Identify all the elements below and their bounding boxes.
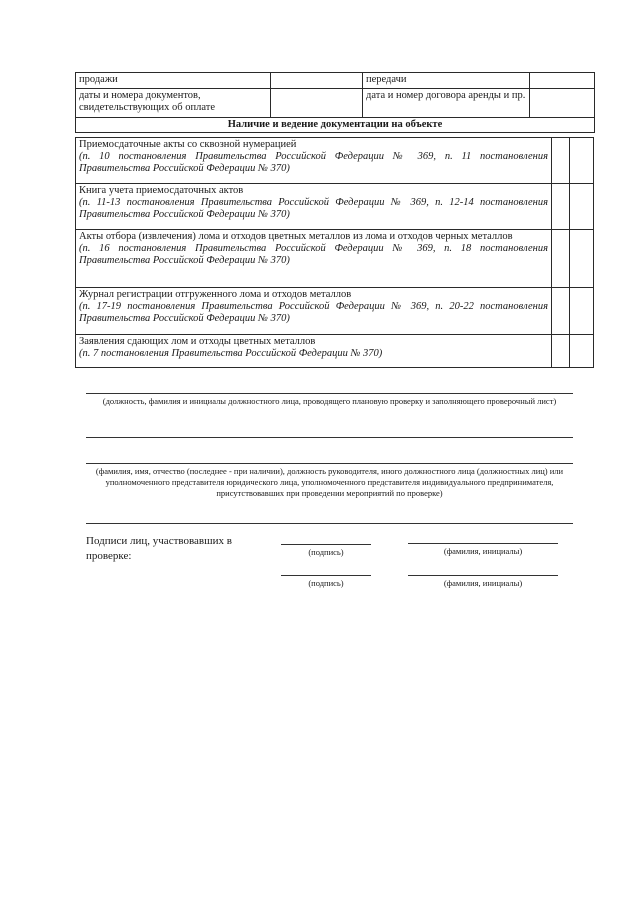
- requirement-title: Акты отбора (извлечения) лома и отходов цветных металлов из лома и отходов черных металлов: [79, 231, 513, 242]
- lease-contract-value-cell[interactable]: [530, 89, 595, 118]
- representative-caption: (фамилия, имя, отчество (последнее - при наличии), должность руководителя, иного должностного лица (должностных лиц) или уполномоченного представителя юридического лица, уполномоченного представителя индивидуального предпринимателя, присутствовавших при проведении мероприятий по проверке): [95, 466, 564, 498]
- requirement-title: Журнал регистрации отгруженного лома и отходов металлов: [79, 289, 352, 300]
- section-header: Наличие и ведение документации на объекте: [76, 118, 595, 133]
- sale-label: продажи: [76, 73, 271, 89]
- answer-cell-no[interactable]: [570, 230, 594, 288]
- table-row: [76, 89, 595, 118]
- table-row: [76, 335, 594, 368]
- answer-cell-yes[interactable]: [552, 230, 570, 288]
- answer-cell-yes[interactable]: [552, 138, 570, 184]
- inspector-line[interactable]: [86, 393, 573, 394]
- answer-cell-yes[interactable]: [552, 288, 570, 335]
- name-caption: (фамилия, инициалы): [443, 546, 523, 556]
- answer-cell-no[interactable]: [570, 184, 594, 230]
- blank-line[interactable]: [86, 523, 573, 524]
- signature-caption: (подпись): [308, 578, 344, 588]
- table-row: [76, 138, 594, 184]
- requirement-title: Заявления сдающих лом и отходы цветных металлов: [79, 336, 316, 347]
- transfer-label: передачи: [363, 73, 530, 89]
- object-info-table: [75, 72, 595, 133]
- payment-docs-label: даты и номера документов, свидетельствующих об оплате: [76, 89, 271, 118]
- requirement-title: Приемосдаточные акты со сквозной нумерацией: [79, 139, 297, 150]
- signature-line[interactable]: [281, 544, 371, 545]
- answer-cell-no[interactable]: [570, 288, 594, 335]
- signature-caption: (подпись): [308, 547, 344, 557]
- table-row: [76, 230, 594, 288]
- requirement-reference: (п. 7 постановления Правительства Российской Федерации № 370): [79, 348, 383, 359]
- transfer-value-cell[interactable]: [530, 73, 595, 89]
- name-line[interactable]: [408, 543, 558, 544]
- requirement-reference: (п. 10 постановления Правительства Российской Федерации № 369, п. 11 постановления Правительства Российской Федерации № 370): [79, 151, 548, 174]
- name-line[interactable]: [408, 575, 558, 576]
- requirement-item: [76, 335, 552, 368]
- requirement-title: Книга учета приемосдаточных актов: [79, 185, 244, 196]
- table-row: [76, 288, 594, 335]
- requirement-reference: (п. 11-13 постановления Правительства Российской Федерации № 369, п. 12-14 постановления Правительства Российской Федерации № 370): [79, 197, 548, 220]
- answer-cell-yes[interactable]: [552, 184, 570, 230]
- representative-line[interactable]: [86, 463, 573, 464]
- table-row: [76, 73, 595, 89]
- lease-contract-label: дата и номер договора аренды и пр.: [363, 89, 530, 118]
- name-caption: (фамилия, инициалы): [443, 578, 523, 588]
- requirement-reference: (п. 16 постановления Правительства Российской Федерации № 369, п. 18 постановления Правительства Российской Федерации № 370): [79, 243, 548, 266]
- signatures-label: Подписи лиц, участвовавших в проверке:: [86, 535, 232, 562]
- sale-value-cell[interactable]: [271, 73, 363, 89]
- table-row: [76, 118, 595, 133]
- requirement-item: [76, 230, 552, 288]
- requirement-item: [76, 184, 552, 230]
- requirements-table: [75, 137, 594, 368]
- table-row: [76, 184, 594, 230]
- payment-docs-value-cell[interactable]: [271, 89, 363, 118]
- blank-line[interactable]: [86, 437, 573, 438]
- requirement-item: [76, 138, 552, 184]
- requirement-reference: (п. 17-19 постановления Правительства Российской Федерации № 369, п. 20-22 постановления Правительства Российской Федерации № 370): [79, 301, 548, 324]
- signature-line[interactable]: [281, 575, 371, 576]
- answer-cell-yes[interactable]: [552, 335, 570, 368]
- answer-cell-no[interactable]: [570, 335, 594, 368]
- inspector-caption: (должность, фамилия и инициалы должностного лица, проводящего плановую проверку и заполняющего проверочный лист): [102, 396, 557, 406]
- requirement-item: [76, 288, 552, 335]
- answer-cell-no[interactable]: [570, 138, 594, 184]
